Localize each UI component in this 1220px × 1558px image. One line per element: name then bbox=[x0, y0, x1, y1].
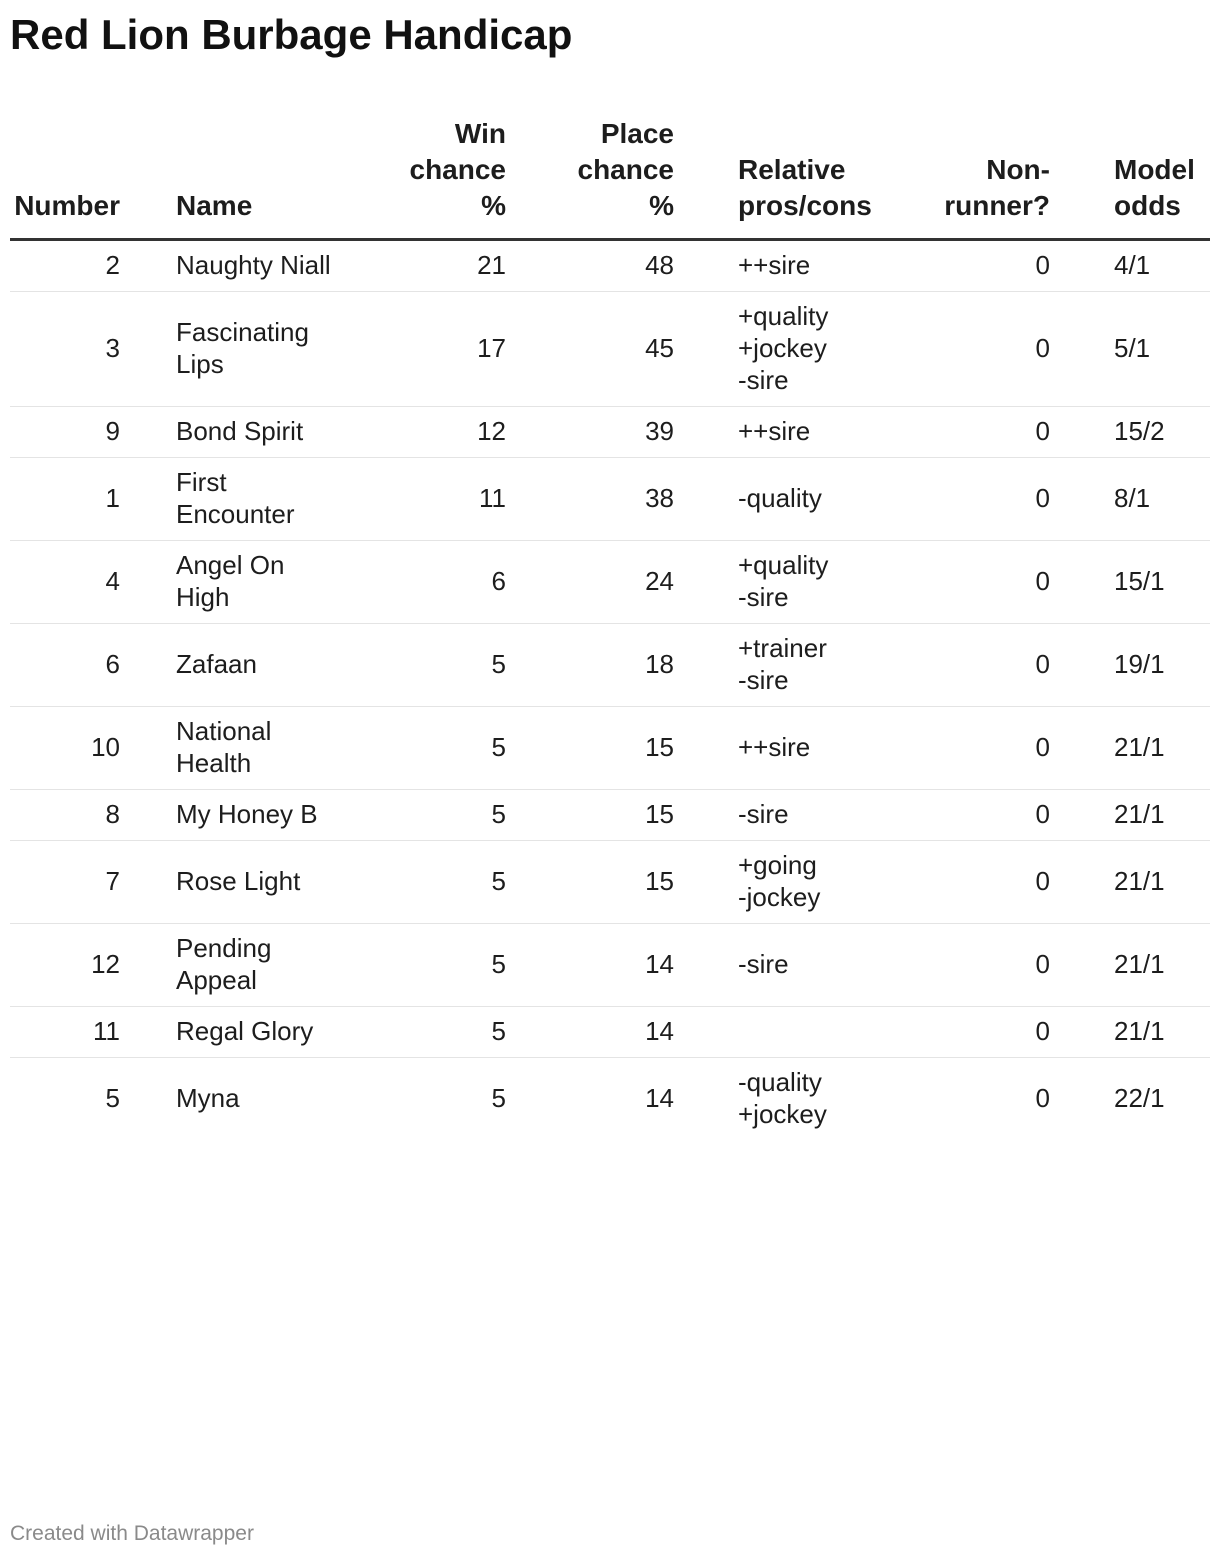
pros-cons-item: ++sire bbox=[738, 732, 811, 762]
cell-name bbox=[176, 624, 382, 707]
cell-pros bbox=[706, 624, 910, 707]
cell-odds: 4/1 bbox=[1084, 240, 1210, 292]
cell-pros bbox=[706, 458, 910, 541]
cell-nr: 0 bbox=[910, 841, 1084, 924]
cell-number: 10 bbox=[10, 707, 176, 790]
cell-odds: 21/1 bbox=[1084, 924, 1210, 1007]
table-row bbox=[10, 841, 1210, 924]
cell-place: 45 bbox=[536, 292, 706, 407]
column-header-line: runner? bbox=[944, 190, 1050, 221]
cell-nr: 0 bbox=[910, 292, 1084, 407]
cell-number: 11 bbox=[10, 1007, 176, 1058]
cell-pros bbox=[706, 924, 910, 1007]
runner-name: Rose Light bbox=[176, 866, 301, 896]
pros-cons-item: -sire bbox=[738, 665, 789, 695]
cell-nr: 0 bbox=[910, 541, 1084, 624]
pros-cons-item: +jockey bbox=[738, 1099, 827, 1129]
column-header-odds bbox=[1084, 112, 1210, 240]
cell-odds: 19/1 bbox=[1084, 624, 1210, 707]
cell-name bbox=[176, 240, 382, 292]
table-row bbox=[10, 924, 1210, 1007]
table-header bbox=[10, 112, 1210, 240]
cell-place: 48 bbox=[536, 240, 706, 292]
runner-name: Angel On High bbox=[176, 550, 285, 612]
runner-name: Bond Spirit bbox=[176, 416, 304, 446]
pros-cons-item: -jockey bbox=[738, 882, 821, 912]
cell-name bbox=[176, 458, 382, 541]
runner-name: Myna bbox=[176, 1083, 240, 1113]
pros-cons-item: +quality bbox=[738, 301, 829, 331]
column-header-line: Relative bbox=[738, 154, 846, 185]
pros-cons-item: -quality bbox=[738, 483, 822, 513]
pros-cons-item: +going bbox=[738, 850, 817, 880]
runner-name: Pending Appeal bbox=[176, 933, 272, 995]
cell-place: 39 bbox=[536, 407, 706, 458]
column-header-line: Number bbox=[14, 190, 120, 221]
column-header-line: Non- bbox=[986, 154, 1050, 185]
cell-odds: 15/2 bbox=[1084, 407, 1210, 458]
cell-number: 6 bbox=[10, 624, 176, 707]
cell-nr: 0 bbox=[910, 924, 1084, 1007]
pros-cons-item: -quality bbox=[738, 1067, 822, 1097]
column-header-pros bbox=[706, 112, 910, 240]
cell-number: 8 bbox=[10, 790, 176, 841]
cell-win: 17 bbox=[382, 292, 536, 407]
cell-pros bbox=[706, 1007, 910, 1058]
cell-name bbox=[176, 1007, 382, 1058]
cell-nr: 0 bbox=[910, 790, 1084, 841]
column-header-line: odds bbox=[1114, 190, 1181, 221]
pros-cons-item: -sire bbox=[738, 949, 789, 979]
cell-odds: 8/1 bbox=[1084, 458, 1210, 541]
runners-table bbox=[10, 112, 1210, 1140]
cell-place: 15 bbox=[536, 841, 706, 924]
cell-place: 18 bbox=[536, 624, 706, 707]
table-row bbox=[10, 1058, 1210, 1141]
chart-title: Red Lion Burbage Handicap bbox=[10, 11, 573, 58]
pros-cons-item: -sire bbox=[738, 582, 789, 612]
cell-pros bbox=[706, 841, 910, 924]
cell-place: 15 bbox=[536, 707, 706, 790]
cell-place: 14 bbox=[536, 1007, 706, 1058]
table-row bbox=[10, 407, 1210, 458]
runner-name: Fascinating Lips bbox=[176, 317, 309, 379]
pros-cons-item: +jockey bbox=[738, 333, 827, 363]
cell-number: 5 bbox=[105, 1083, 120, 1113]
pros-cons-item: -sire bbox=[738, 365, 789, 395]
cell-number: 9 bbox=[10, 407, 176, 458]
cell-nr: 0 bbox=[910, 707, 1084, 790]
cell-name bbox=[176, 841, 382, 924]
column-header-line: pros/cons bbox=[738, 190, 872, 221]
table-row bbox=[10, 1007, 1210, 1058]
runner-name: My Honey B bbox=[176, 799, 318, 829]
table-row bbox=[10, 541, 1210, 624]
column-header-line: chance bbox=[577, 154, 674, 185]
cell-number: 12 bbox=[10, 924, 176, 1007]
cell-pros bbox=[706, 240, 910, 292]
column-header-nr bbox=[910, 112, 1084, 240]
table-body bbox=[10, 240, 1210, 1141]
cell-name bbox=[176, 407, 382, 458]
cell-name bbox=[176, 1058, 382, 1141]
cell-number: 2 bbox=[10, 240, 176, 292]
cell-name bbox=[176, 707, 382, 790]
runner-name: Regal Glory bbox=[176, 1016, 314, 1046]
footer-credit: Created with Datawrapper bbox=[10, 1522, 254, 1545]
column-header-number bbox=[10, 112, 176, 240]
cell-number: 4 bbox=[10, 541, 176, 624]
cell-pros bbox=[706, 707, 910, 790]
cell-win: 12 bbox=[382, 407, 536, 458]
cell-nr: 0 bbox=[1035, 1083, 1050, 1113]
cell-odds: 21/1 bbox=[1084, 841, 1210, 924]
column-header-name bbox=[176, 112, 382, 240]
column-header-line: Place bbox=[600, 118, 674, 149]
table-row bbox=[10, 790, 1210, 841]
pros-cons-item: ++sire bbox=[738, 416, 811, 446]
column-header-win bbox=[382, 112, 536, 240]
cell-nr: 0 bbox=[910, 624, 1084, 707]
table-row bbox=[10, 240, 1210, 292]
cell-odds: 21/1 bbox=[1084, 790, 1210, 841]
pros-cons-item: -sire bbox=[738, 799, 789, 829]
cell-place: 24 bbox=[536, 541, 706, 624]
runner-name: Zafaan bbox=[176, 649, 257, 679]
cell-pros bbox=[706, 790, 910, 841]
runner-name: Naughty Niall bbox=[176, 250, 331, 280]
cell-win: 5 bbox=[382, 841, 536, 924]
header-row bbox=[10, 112, 1210, 240]
cell-place: 14 bbox=[536, 924, 706, 1007]
pros-cons-item: +quality bbox=[738, 550, 829, 580]
cell-odds: 21/1 bbox=[1084, 1007, 1210, 1058]
cell-odds: 21/1 bbox=[1084, 707, 1210, 790]
cell-name bbox=[176, 292, 382, 407]
cell-place: 14 bbox=[645, 1083, 674, 1113]
pros-cons-item: ++sire bbox=[738, 250, 811, 280]
cell-pros bbox=[706, 1058, 910, 1141]
cell-name bbox=[176, 541, 382, 624]
cell-nr: 0 bbox=[910, 1007, 1084, 1058]
cell-win: 5 bbox=[382, 1007, 536, 1058]
cell-place: 15 bbox=[536, 790, 706, 841]
cell-odds: 5/1 bbox=[1084, 292, 1210, 407]
cell-odds: 22/1 bbox=[1114, 1083, 1165, 1113]
cell-pros bbox=[706, 541, 910, 624]
cell-nr: 0 bbox=[910, 458, 1084, 541]
cell-nr: 0 bbox=[910, 240, 1084, 292]
table-row bbox=[10, 624, 1210, 707]
cell-number: 3 bbox=[10, 292, 176, 407]
column-header-line: chance bbox=[409, 154, 506, 185]
column-header-line: Name bbox=[176, 190, 253, 221]
runner-name: National Health bbox=[176, 716, 272, 778]
pros-cons-item: +trainer bbox=[738, 633, 827, 663]
cell-win: 6 bbox=[382, 541, 536, 624]
cell-nr: 0 bbox=[910, 407, 1084, 458]
cell-win: 11 bbox=[382, 458, 536, 541]
cell-number: 1 bbox=[10, 458, 176, 541]
table-row bbox=[10, 707, 1210, 790]
table-row bbox=[10, 292, 1210, 407]
cell-win: 5 bbox=[382, 707, 536, 790]
cell-win: 21 bbox=[382, 240, 536, 292]
cell-number: 7 bbox=[10, 841, 176, 924]
column-header-line: Model bbox=[1114, 154, 1195, 185]
cell-win: 5 bbox=[382, 790, 536, 841]
cell-odds: 15/1 bbox=[1084, 541, 1210, 624]
table-row bbox=[10, 458, 1210, 541]
cell-pros bbox=[706, 292, 910, 407]
cell-place: 38 bbox=[536, 458, 706, 541]
cell-name bbox=[176, 790, 382, 841]
column-header-line: Win bbox=[454, 118, 506, 149]
column-header-line: % bbox=[649, 190, 674, 221]
cell-pros bbox=[706, 407, 910, 458]
cell-win: 5 bbox=[382, 924, 536, 1007]
column-header-place bbox=[536, 112, 706, 240]
cell-name bbox=[176, 924, 382, 1007]
cell-win: 5 bbox=[382, 624, 536, 707]
cell-win: 5 bbox=[491, 1083, 506, 1113]
runner-name: First Encounter bbox=[176, 467, 295, 529]
column-header-line: % bbox=[481, 190, 506, 221]
